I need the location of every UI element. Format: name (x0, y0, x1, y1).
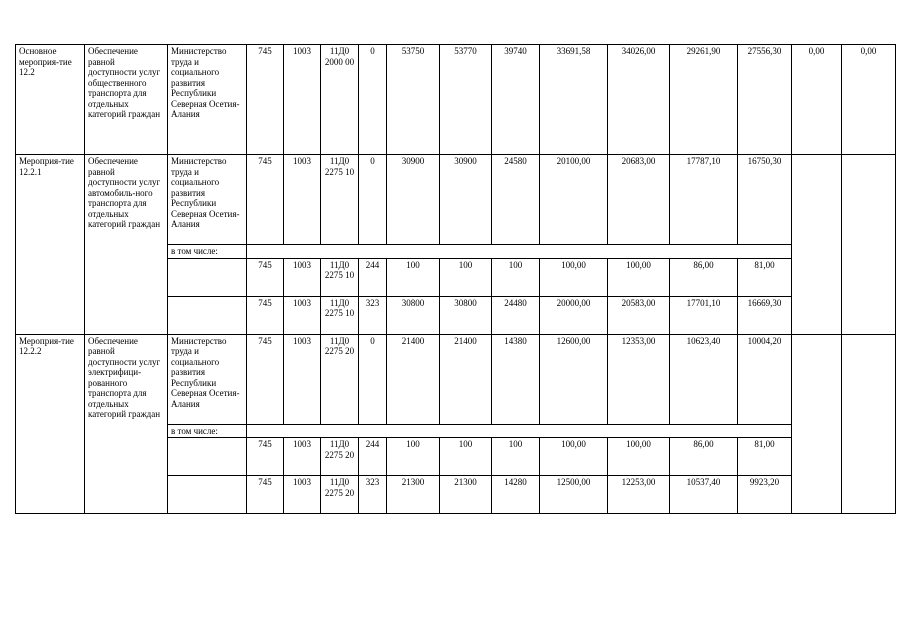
empty-cell (842, 334, 896, 514)
value-cell: 81,00 (738, 258, 792, 296)
event-description: Обеспечение равной доступности услуг автомобиль-ного транспорта для отдельных категорий граждан (85, 155, 168, 335)
value-cell: 100,00 (608, 258, 670, 296)
csr-code: 11Д0 2275 20 (321, 438, 359, 476)
grbs-code: 745 (247, 258, 284, 296)
empty-cell (168, 476, 247, 514)
empty-cell (168, 438, 247, 476)
value-cell: 86,00 (670, 258, 738, 296)
csr-code: 11Д0 2275 10 (321, 258, 359, 296)
value-cell: 12500,00 (540, 476, 608, 514)
event-name: Мероприя-тие 12.2.1 (16, 155, 85, 335)
value-cell: 100 (440, 258, 492, 296)
value-cell: 24480 (492, 296, 540, 334)
value-cell: 14280 (492, 476, 540, 514)
value-cell: 20583,00 (608, 296, 670, 334)
executor: Министерство труда и социального развития Республики Северная Осетия-Алания (168, 334, 247, 424)
value-cell: 12353,00 (608, 334, 670, 424)
value-cell: 20100,00 (540, 155, 608, 245)
value-cell: 0,00 (792, 45, 842, 155)
vr-code: 244 (359, 438, 387, 476)
csr-code: 11Д0 2000 00 (321, 45, 359, 155)
grbs-code: 745 (247, 476, 284, 514)
value-cell: 30900 (440, 155, 492, 245)
value-cell: 21300 (387, 476, 440, 514)
value-cell: 14380 (492, 334, 540, 424)
rzpr-code: 1003 (284, 438, 321, 476)
grbs-code: 745 (247, 45, 284, 155)
rzpr-code: 1003 (284, 334, 321, 424)
value-cell: 21400 (387, 334, 440, 424)
value-cell: 9923,20 (738, 476, 792, 514)
grbs-code: 745 (247, 155, 284, 245)
executor: Министерство труда и социального развития Республики Северная Осетия-Алания (168, 155, 247, 245)
empty-cell (247, 245, 792, 259)
value-cell: 100 (492, 438, 540, 476)
grbs-code: 745 (247, 334, 284, 424)
empty-cell (168, 296, 247, 334)
vr-code: 323 (359, 296, 387, 334)
value-cell: 53750 (387, 45, 440, 155)
value-cell: 27556,30 (738, 45, 792, 155)
csr-code: 11Д0 2275 10 (321, 296, 359, 334)
including-label: в том числе: (168, 424, 247, 438)
value-cell: 86,00 (670, 438, 738, 476)
empty-cell (792, 155, 842, 335)
empty-cell (247, 424, 792, 438)
value-cell: 17787,10 (670, 155, 738, 245)
value-cell: 100,00 (608, 438, 670, 476)
value-cell: 100 (387, 258, 440, 296)
budget-table (15, 44, 896, 514)
executor: Министерство труда и социального развития Республики Северная Осетия-Алания (168, 45, 247, 155)
value-cell: 16669,30 (738, 296, 792, 334)
value-cell: 21300 (440, 476, 492, 514)
value-cell: 20683,00 (608, 155, 670, 245)
event-name: Основное мероприя-тие 12.2 (16, 45, 85, 155)
vr-code: 0 (359, 45, 387, 155)
vr-code: 323 (359, 476, 387, 514)
value-cell: 29261,90 (670, 45, 738, 155)
value-cell: 39740 (492, 45, 540, 155)
event-description: Обеспечение равной доступности услуг электрифици-рованного транспорта для отдельных категорий граждан (85, 334, 168, 514)
empty-cell (168, 258, 247, 296)
value-cell: 30800 (440, 296, 492, 334)
value-cell: 100,00 (540, 258, 608, 296)
including-label: в том числе: (168, 245, 247, 259)
value-cell: 12600,00 (540, 334, 608, 424)
table-row (16, 155, 896, 245)
value-cell: 100 (492, 258, 540, 296)
value-cell: 10623,40 (670, 334, 738, 424)
value-cell: 17701,10 (670, 296, 738, 334)
value-cell: 34026,00 (608, 45, 670, 155)
rzpr-code: 1003 (284, 258, 321, 296)
table-row (16, 45, 896, 155)
value-cell: 10004,20 (738, 334, 792, 424)
value-cell: 12253,00 (608, 476, 670, 514)
value-cell: 21400 (440, 334, 492, 424)
value-cell: 33691,58 (540, 45, 608, 155)
value-cell: 100 (387, 438, 440, 476)
rzpr-code: 1003 (284, 155, 321, 245)
csr-code: 11Д0 2275 10 (321, 155, 359, 245)
rzpr-code: 1003 (284, 296, 321, 334)
value-cell: 30900 (387, 155, 440, 245)
value-cell: 20000,00 (540, 296, 608, 334)
grbs-code: 745 (247, 296, 284, 334)
value-cell: 16750,30 (738, 155, 792, 245)
value-cell: 81,00 (738, 438, 792, 476)
vr-code: 0 (359, 155, 387, 245)
value-cell: 10537,40 (670, 476, 738, 514)
empty-cell (792, 334, 842, 514)
event-description: Обеспечение равной доступности услуг общественного транспорта для отдельных категорий граждан (85, 45, 168, 155)
value-cell: 100,00 (540, 438, 608, 476)
vr-code: 0 (359, 334, 387, 424)
value-cell: 53770 (440, 45, 492, 155)
value-cell: 30800 (387, 296, 440, 334)
value-cell: 24580 (492, 155, 540, 245)
vr-code: 244 (359, 258, 387, 296)
grbs-code: 745 (247, 438, 284, 476)
event-name: Мероприя-тие 12.2.2 (16, 334, 85, 514)
csr-code: 11Д0 2275 20 (321, 334, 359, 424)
value-cell: 0,00 (842, 45, 896, 155)
csr-code: 11Д0 2275 20 (321, 476, 359, 514)
empty-cell (842, 155, 896, 335)
value-cell: 100 (440, 438, 492, 476)
table-row (16, 334, 896, 424)
rzpr-code: 1003 (284, 476, 321, 514)
rzpr-code: 1003 (284, 45, 321, 155)
